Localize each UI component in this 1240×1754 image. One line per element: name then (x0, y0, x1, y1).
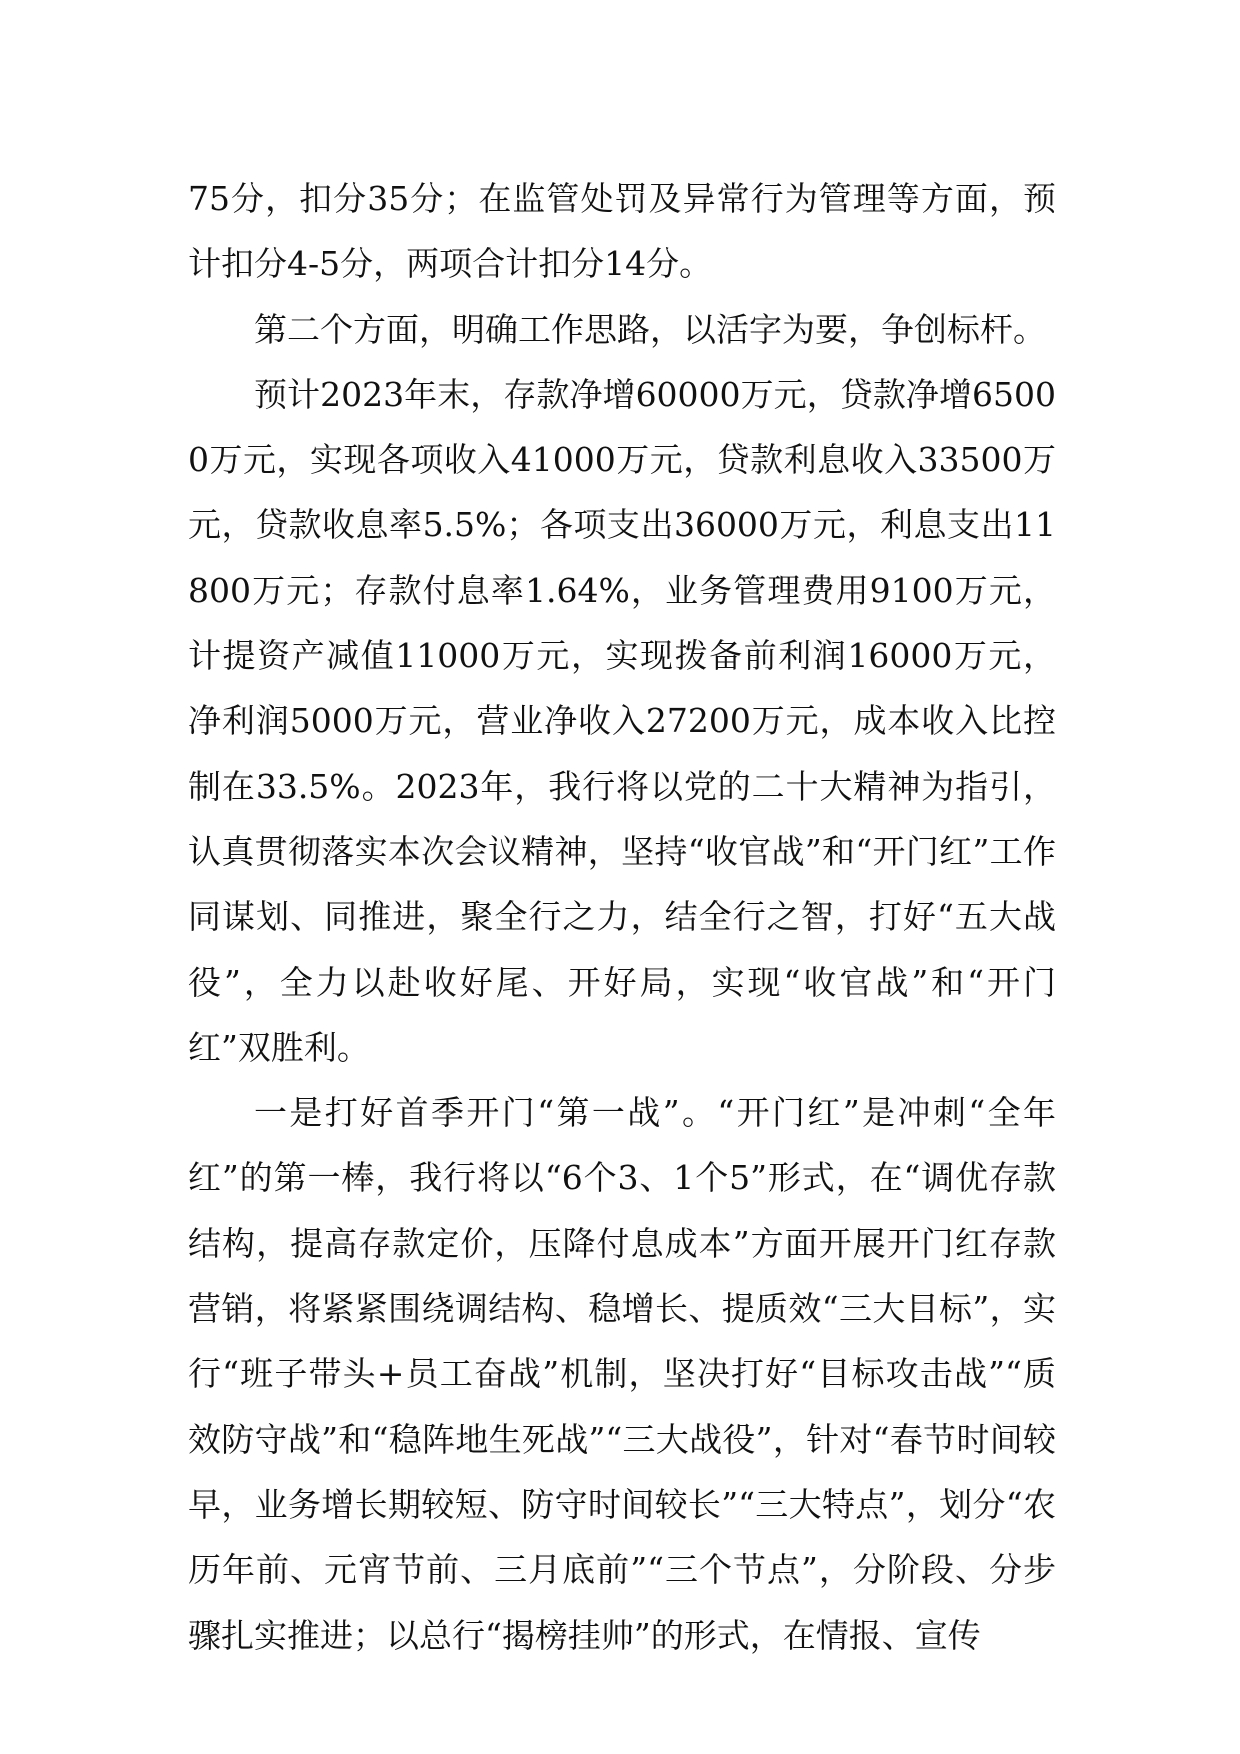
paragraph-4: 一是打好首季开门“第一战”。“开门红”是冲刺“全年红”的第一棒，我行将以“6个3、1个5”形式，在“调优存款结构，提高存款定价，压降付息成本”方面开展开门红存款营销，将紧紧围绕调结构、稳增长、提质效“三大目标”，实行“班子带头+员工奋战”机制，坚决打好“目标攻击战”“质效防守战”和“稳阵地生死战”“三大战役”，针对“春节时间较早，业务增长期较短、防守时间较长”“三大特点”，划分“农历年前、元宵节前、三月底前”“三个节点”，分阶段、分步骤扎实推进；以总行“揭榜挂帅”的形式，在情报、宣传 (188, 1093, 1056, 1655)
paragraph-1: 75分，扣分35分；在监管处罚及异常行为管理等方面，预计扣分4-5分，两项合计扣分14分。 (188, 179, 1056, 284)
paragraph-2: 第二个方面，明确工作思路，以活字为要，争创标杆。 (254, 309, 1046, 349)
paragraph-3: 预计2023年末，存款净增60000万元，贷款净增65000万元，实现各项收入41000万元，贷款利息收入33500万元，贷款收息率5.5%；各项支出36000万元，利息支出11800万元；存款付息率1.64%，业务管理费用9100万元，计提资产减值11000万元，实现拨备前利润16000万元，净利润5000万元，营业净收入27200万元，成本收入比控制在33.5%。2023年，我行将以党的二十大精神为指引，认真贯彻落实本次会议精神，坚持“收官战”和“开门红”工作同谋划、同推进，聚全行之力，结全行之智，打好“五大战役”，全力以赴收好尾、开好局，实现“收官战”和“开门红”双胜利。 (188, 374, 1056, 1067)
document-page (188, 166, 1056, 1668)
